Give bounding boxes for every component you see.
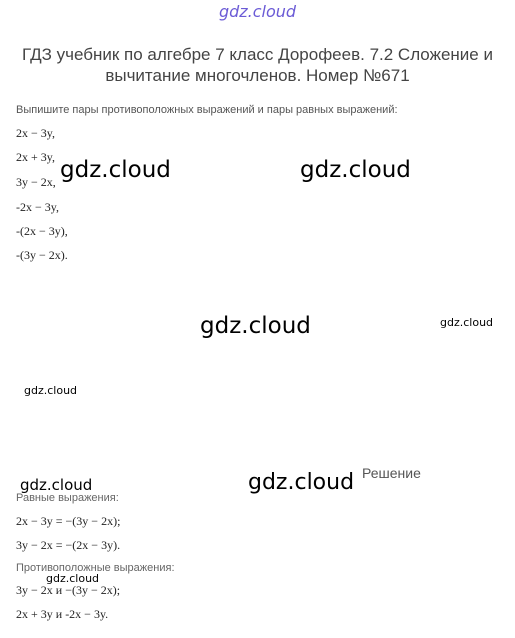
equal-expression-pair: 2x − 3y = −(3y − 2x);	[16, 514, 121, 528]
equal-expressions-label: Равные выражения:	[16, 492, 119, 504]
opposite-expression-pair: 3y − 2x и −(3y − 2x);	[16, 583, 121, 597]
task-instruction: Выпишите пары противоположных выражений и пары равных выражений:	[16, 104, 398, 116]
watermark: gdz.cloud	[60, 157, 171, 183]
opposite-expressions-label: Противоположные выражения:	[16, 562, 175, 574]
equal-expression-pair: 3y − 2x = −(2x − 3y).	[16, 538, 121, 552]
task-expression: 2x + 3y,	[16, 150, 55, 164]
task-expression: -(3y − 2x).	[16, 248, 68, 262]
watermark: gdz.cloud	[200, 313, 311, 339]
task-expression: -(2x − 3y),	[16, 224, 68, 238]
task-expression: -2x − 3y,	[16, 200, 59, 214]
watermark: gdz.cloud	[440, 316, 494, 329]
opposite-expression-pair: 2x + 3y и -2x − 3y.	[16, 607, 109, 621]
task-expression: 3y − 2x,	[16, 175, 56, 189]
watermark: gdz.cloud	[300, 157, 411, 183]
task-expression: 2x − 3y,	[16, 126, 55, 140]
watermark: gdz.cloud	[46, 572, 100, 585]
page-title: ГДЗ учебник по алгебре 7 класс Дорофеев. 7.2 Сложение и вычитание многочленов. Номер №671	[22, 45, 493, 85]
solution-heading: Решение	[362, 465, 421, 481]
watermark: gdz.cloud	[24, 384, 78, 397]
watermark: gdz.cloud	[20, 476, 93, 494]
site-logo[interactable]: gdz.cloud	[218, 2, 297, 21]
watermark: gdz.cloud	[248, 470, 355, 495]
